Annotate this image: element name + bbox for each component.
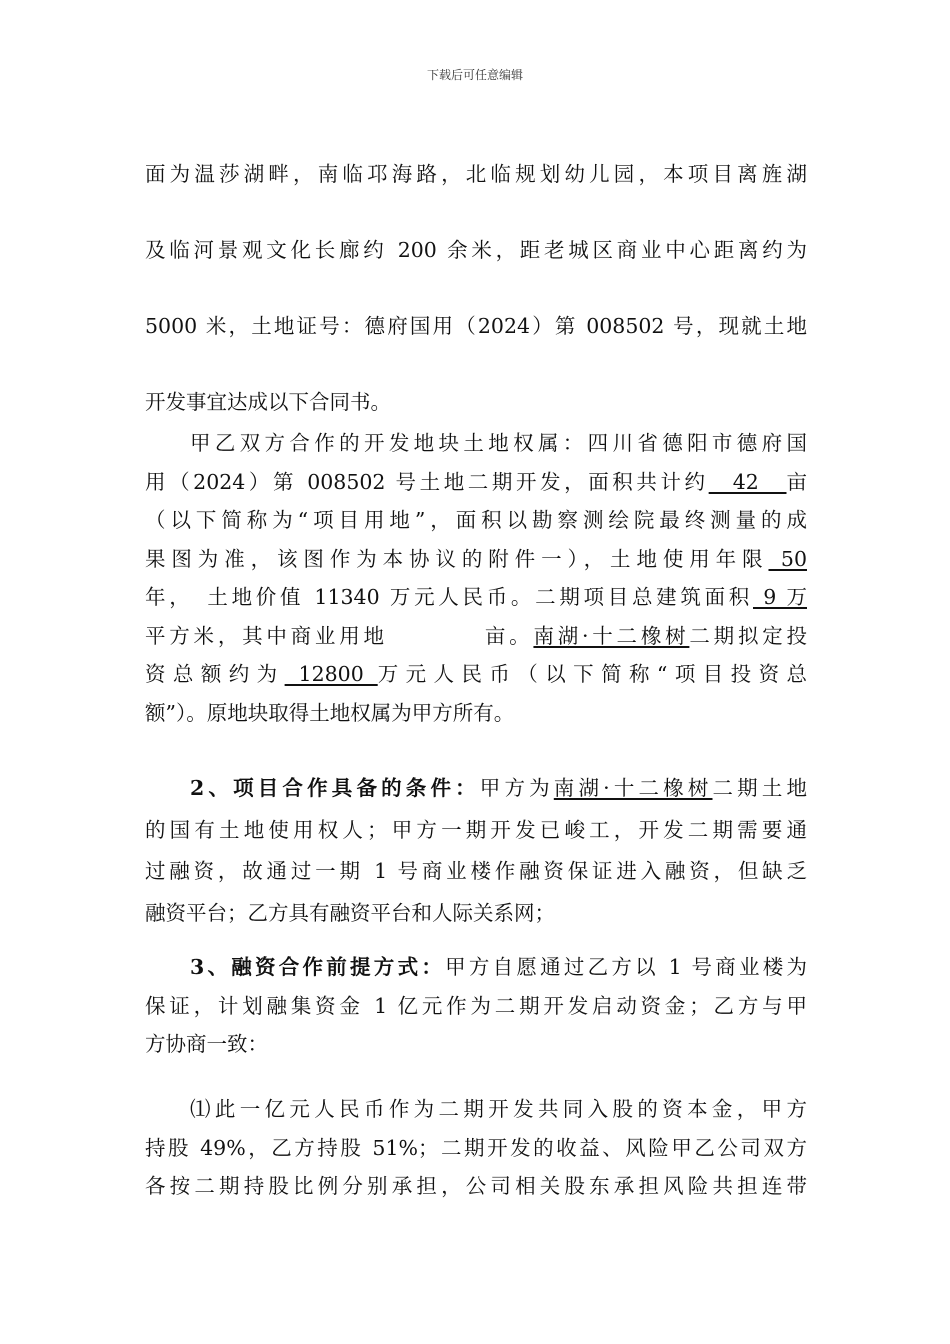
project-name: 南湖·十二橡树	[553, 776, 713, 800]
text-line: 开发事宜达成以下合同书。	[145, 390, 391, 414]
text-line: 过融资，故通过一期 1 号商业楼作融资保证进入融资，但缺乏	[145, 859, 807, 883]
text-segment: 万元人民币（以下简称“项目投资总	[377, 662, 807, 686]
text-segment: 甲方为	[479, 776, 554, 800]
text-line	[145, 540, 807, 579]
text-line	[145, 768, 807, 810]
text-line	[145, 948, 807, 987]
text-line: 融资平台；乙方具有融资平台和人际关系网；	[145, 900, 555, 925]
paragraph-shareholding	[145, 1090, 807, 1206]
text-segment: 二期土地	[712, 776, 808, 800]
investment-amount-value: 12800	[284, 662, 378, 686]
paragraph-land-ownership	[145, 424, 807, 732]
text-segment: 亩	[786, 469, 807, 494]
text-line: 的国有土地使用权人；甲方一期开发已峻工，开发二期需要通	[145, 817, 807, 842]
text-line	[145, 578, 807, 617]
text-line: 面为温莎湖畔，南临邛海路，北临规划幼儿园，本项目离旌湖	[145, 162, 807, 186]
text-segment: 果图为准，该图作为本协议的附件一），土地使用年限	[145, 546, 769, 571]
text-line: 额”）。原地块取得土地权属为甲方所有。	[145, 700, 515, 725]
text-line: 5000 米，土地证号：德府国用（2024）第 008502 号，现就土地	[145, 314, 807, 338]
text-segment: 资总额约为	[145, 662, 285, 686]
text-line: ⑴此一亿元人民币作为二期开发共同入股的资本金，甲方	[190, 1097, 807, 1121]
paragraph-location	[145, 136, 807, 440]
section-heading: 2、项目合作具备的条件：	[190, 776, 480, 800]
text-segment: 年， 土地价值 11340 万元人民币。二期项目总建筑面积	[145, 585, 753, 609]
paragraph-cooperation-conditions	[145, 768, 807, 934]
text-line: 方协商一致：	[145, 1032, 268, 1056]
text-line: 甲乙双方合作的开发地块土地权属：四川省德阳市德府国	[190, 431, 807, 455]
text-segment: 平方米，其中商业用地 亩。	[145, 623, 534, 648]
text-line	[145, 617, 807, 656]
text-segment: 甲方自愿通过乙方以 1 号商业楼为	[445, 955, 808, 979]
paragraph-financing-method	[145, 948, 807, 1064]
text-segment: 用（2024）第 008502 号土地二期开发，面积共计约	[145, 469, 709, 494]
text-line: （以下简称为“项目用地”，面积以勘察测绘院最终测量的成	[145, 508, 807, 532]
project-name: 南湖·十二橡树	[533, 623, 690, 648]
building-area-value: 9 万	[753, 585, 807, 609]
section-heading: 3、融资合作前提方式：	[190, 955, 446, 979]
land-use-years-value: 50	[768, 546, 807, 571]
land-area-value: 42	[708, 469, 787, 494]
text-line: 及临河景观文化长廊约 200 余米，距老城区商业中心距离约为	[145, 238, 807, 262]
text-line: 持股 49%，乙方持股 51%；二期开发的收益、风险甲乙公司双方	[145, 1135, 807, 1160]
page-header: 下载后可任意编辑	[426, 68, 523, 82]
text-line	[145, 463, 807, 502]
text-segment: 二期拟定投	[689, 623, 807, 648]
text-line	[145, 655, 807, 694]
text-line: 保证，计划融集资金 1 亿元作为二期开发启动资金；乙方与甲	[145, 993, 807, 1018]
text-line: 各按二期持股比例分别承担，公司相关股东承担风险共担连带	[145, 1174, 807, 1198]
